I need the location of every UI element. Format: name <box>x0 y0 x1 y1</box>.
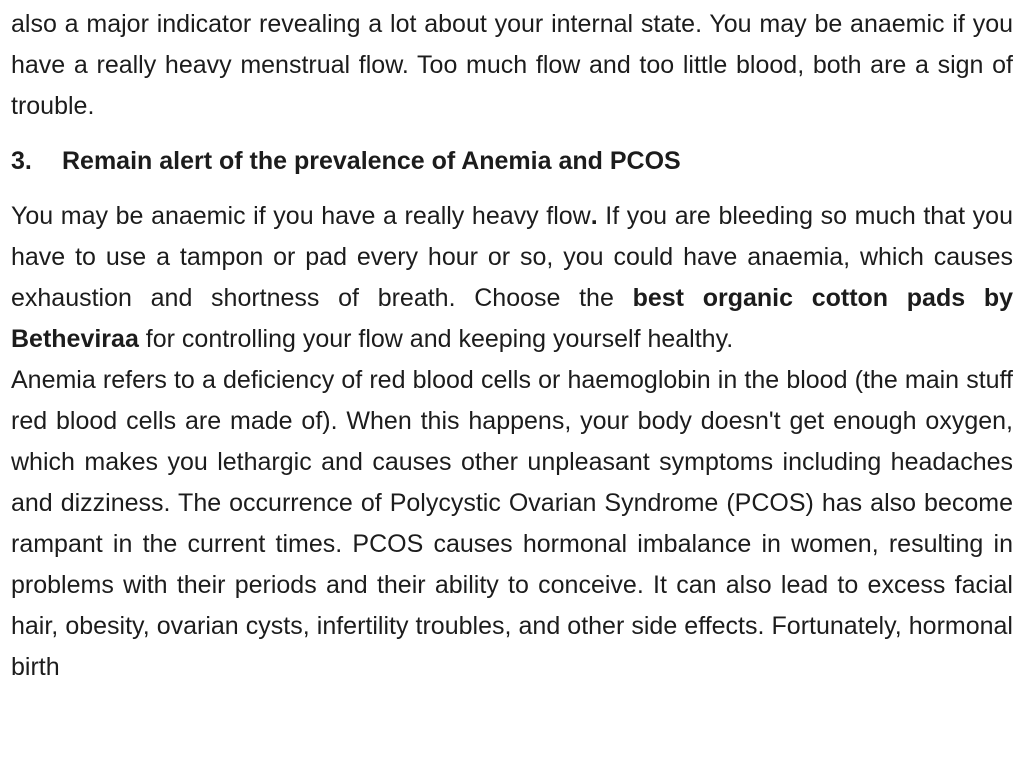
paragraph-heavy-flow-text-1: You may be anaemic if you have a really heavy flow <box>11 202 591 230</box>
paragraph-anemia-pcos: Anemia refers to a deficiency of red blood cells or haemoglobin in the blood (the main stuff red blood cells are made of). When this happens, your body doesn't get enough oxygen, which makes you lethargic and causes other unpleasant symptoms including headaches and dizziness. The occurrence of Polycystic Ovarian Syndrome (PCOS) has also become rampant in the current times. PCOS causes hormonal imbalance in women, resulting in problems with their periods and their ability to conceive. It can also lead to excess facial hair, obesity, ovarian cysts, infertility troubles, and other side effects. Fortunately, hormonal birth <box>11 366 1013 681</box>
paragraph-heavy-flow <box>11 196 1013 360</box>
section-number: 3. <box>11 147 32 175</box>
bold-period: . <box>590 202 598 230</box>
product-link-text[interactable]: best organic cotton pads by Betheviraa <box>11 284 1013 353</box>
intro-paragraph: also a major indicator revealing a lot about your internal state. You may be anaemic if you have a really heavy menstrual flow. Too much flow and too little blood, both are a sign of trouble. <box>11 10 1013 120</box>
paragraph-heavy-flow-text-2: If you are bleeding so much that you have to use a tampon or pad every hour or so, you could have anaemia, which causes exhaustion and shortness of breath. Choose the <box>11 202 1013 312</box>
section-heading <box>11 141 1013 182</box>
section-title: Remain alert of the prevalence of Anemia and PCOS <box>62 147 681 175</box>
paragraph-heavy-flow-text-3: for controlling your flow and keeping yourself healthy. <box>138 325 734 353</box>
